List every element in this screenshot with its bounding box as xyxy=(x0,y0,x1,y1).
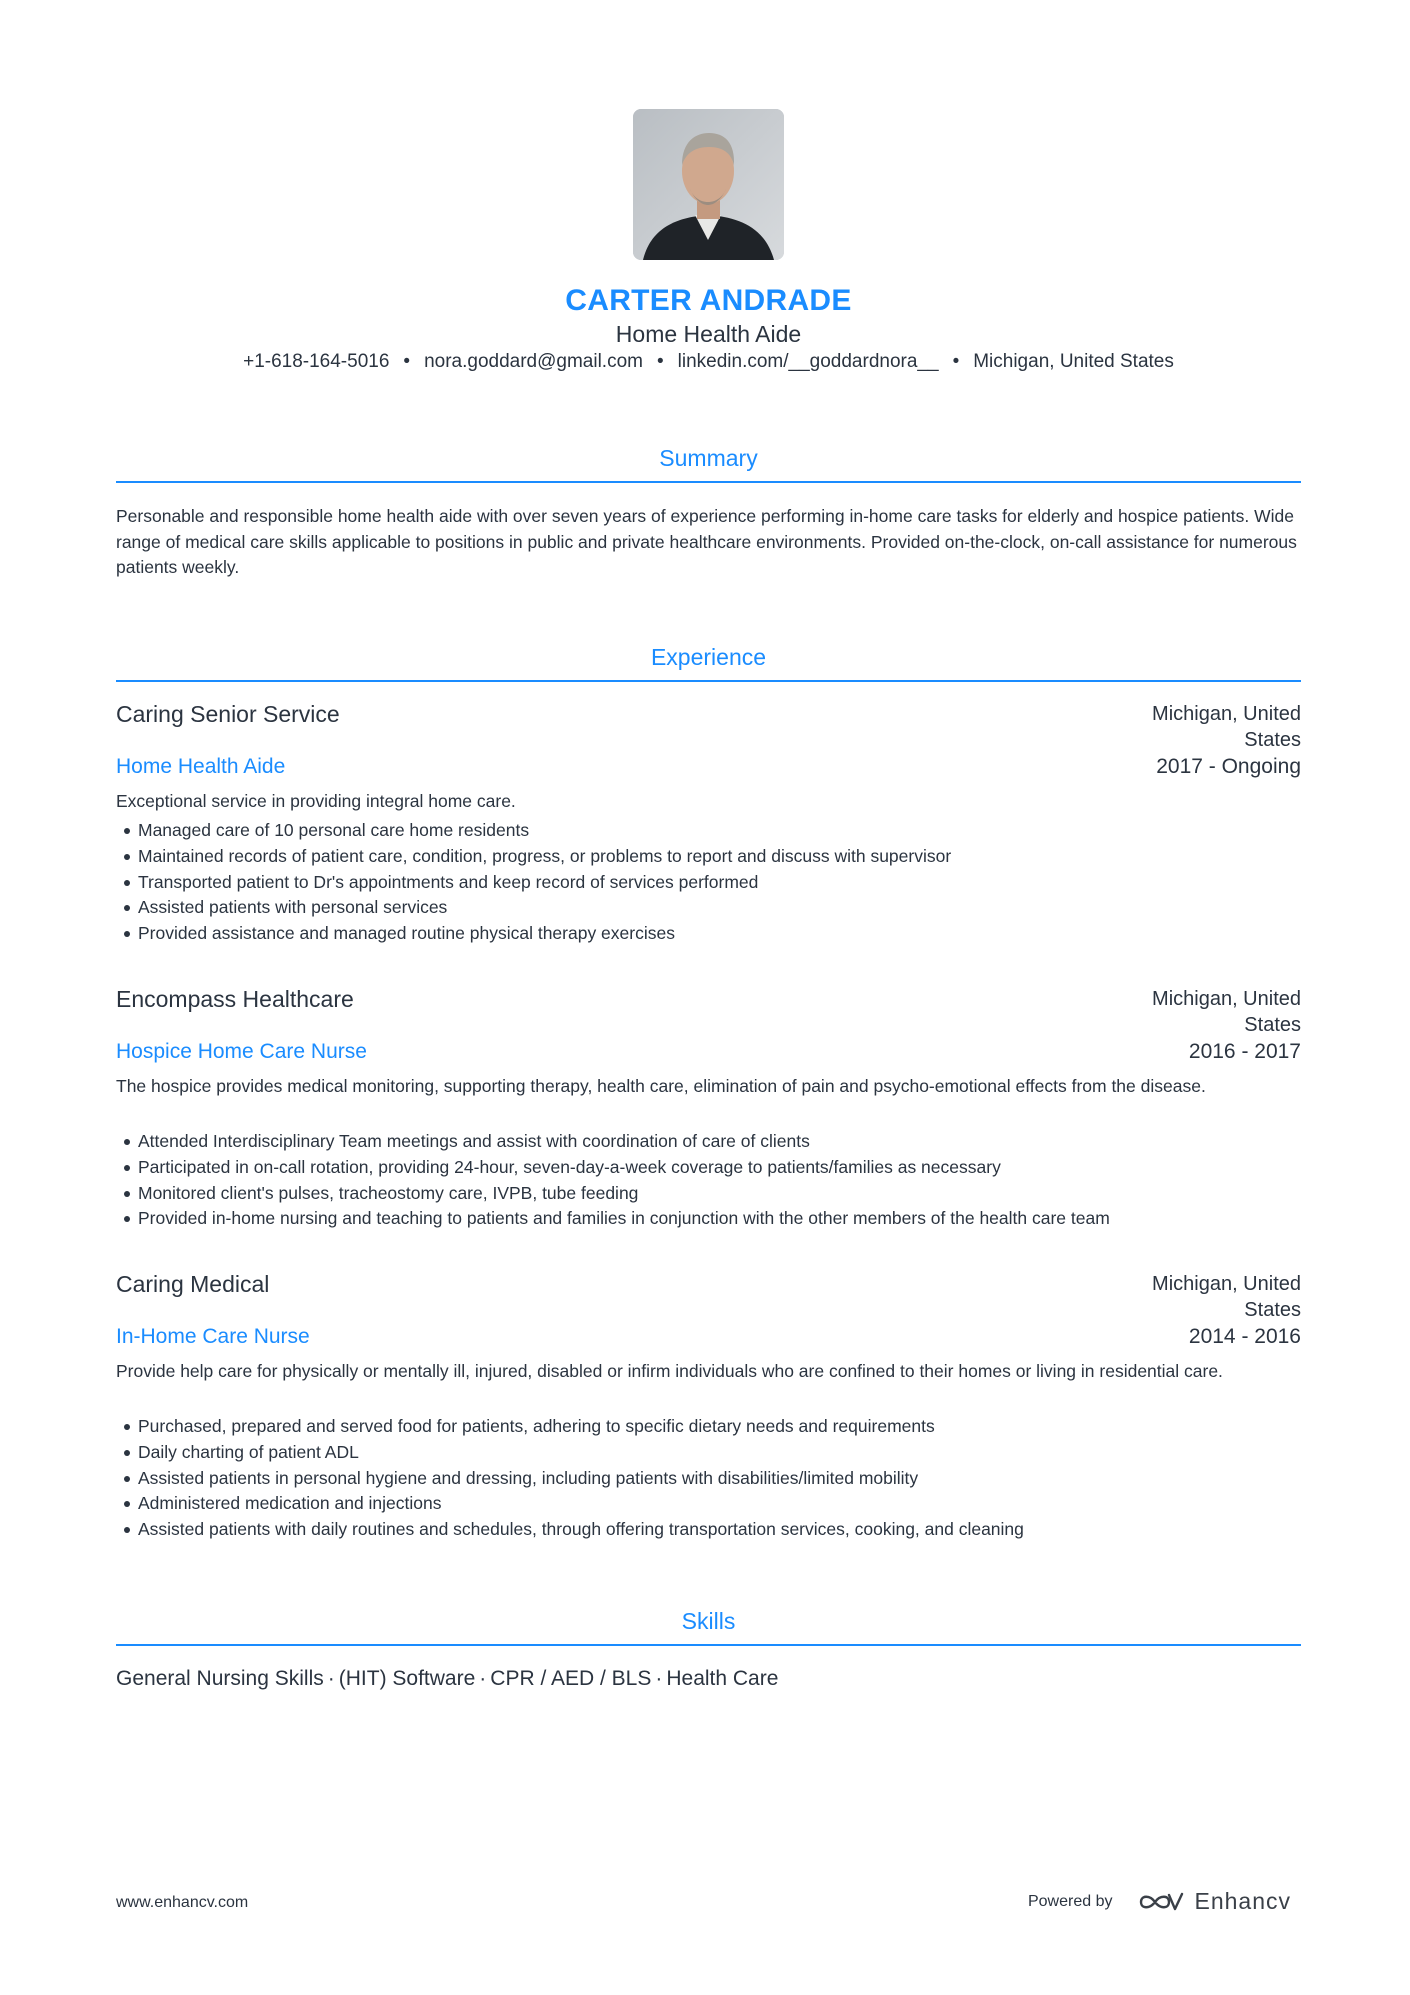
experience-heading: Experience xyxy=(650,644,767,670)
section-divider xyxy=(116,680,1301,682)
job-dates: 2017 - Ongoing xyxy=(1156,755,1301,778)
job-description: Exceptional service in providing integral home care. xyxy=(116,791,516,811)
job-role: In-Home Care Nurse xyxy=(116,1325,310,1348)
job-role: Hospice Home Care Nurse xyxy=(116,1040,367,1063)
list-item: Participated in on-call rotation, providing 24-hour, seven-day-a-week coverage to patients/families as necessary xyxy=(122,1155,1297,1181)
list-item: Purchased, prepared and served food for patients, adhering to specific dietary needs and requirements xyxy=(122,1414,1297,1440)
list-item: Assisted patients in personal hygiene and dressing, including patients with disabilities/limited mobility xyxy=(122,1466,1297,1492)
skill-separator: · xyxy=(327,1667,335,1690)
list-item: Maintained records of patient care, condition, progress, or problems to report and discuss with supervisor xyxy=(122,844,1297,870)
footer-brand xyxy=(1028,1888,1291,1915)
list-item: Transported patient to Dr's appointments and keep record of services performed xyxy=(122,870,1297,896)
skill-separator: · xyxy=(655,1667,663,1690)
email[interactable]: nora.goddard@gmail.com xyxy=(424,351,643,372)
skill-item: General Nursing Skills xyxy=(116,1667,324,1690)
job-role: Home Health Aide xyxy=(116,755,286,778)
profile-photo xyxy=(633,109,784,260)
summary-heading: Summary xyxy=(659,445,758,471)
phone[interactable]: +1-618-164-5016 xyxy=(243,351,390,372)
location: Michigan, United States xyxy=(973,351,1174,372)
linkedin[interactable]: linkedin.com/__goddardnora__ xyxy=(677,351,939,372)
job-description: The hospice provides medical monitoring, supporting therapy, health care, elimination of pain and psycho-emotional effects from the disease. xyxy=(116,1076,1206,1096)
list-item: Provided assistance and managed routine physical therapy exercises xyxy=(122,921,1297,947)
list-item: Daily charting of patient ADL xyxy=(122,1440,1297,1466)
job-bullets xyxy=(122,1414,1297,1543)
list-item: Provided in-home nursing and teaching to patients and families in conjunction with the other members of the health care team xyxy=(122,1206,1297,1232)
list-item: Attended Interdisciplinary Team meetings and assist with coordination of care of clients xyxy=(122,1129,1297,1155)
job-bullets xyxy=(122,818,1297,947)
skill-item: CPR / AED / BLS xyxy=(490,1667,652,1690)
list-item: Administered medication and injections xyxy=(122,1491,1297,1517)
contact-line xyxy=(116,351,1301,373)
job-company: Caring Senior Service xyxy=(116,701,340,727)
skills-list xyxy=(116,1667,778,1691)
job-company: Encompass Healthcare xyxy=(116,986,354,1012)
job-description: Provide help care for physically or mentally ill, injured, disabled or infirm individuals who are confined to their homes or living in residential care. xyxy=(116,1361,1223,1381)
job-bullets xyxy=(122,1129,1297,1232)
section-divider xyxy=(116,1644,1301,1646)
candidate-name: CARTER ANDRADE xyxy=(565,284,852,317)
list-item: Assisted patients with daily routines and schedules, through offering transportation services, cooking, and cleaning xyxy=(122,1517,1297,1543)
skill-item: Health Care xyxy=(666,1667,779,1690)
resume-page xyxy=(116,0,1301,1995)
list-item: Monitored client's pulses, tracheostomy care, IVPB, tube feeding xyxy=(122,1181,1297,1207)
summary-text: Personable and responsible home health aide with over seven years of experience performing in-home care tasks for elderly and hospice patients. Wide range of medical care skills applicable to positions in public and private healthcare environments. Provided on-the-clock, on-call assistance for numerous patients weekly. xyxy=(116,506,1297,577)
enhancv-logo-icon xyxy=(1138,1890,1184,1914)
job-dates: 2014 - 2016 xyxy=(1188,1325,1301,1348)
job-location: Michigan, United States xyxy=(1152,988,1301,1036)
skill-item: (HIT) Software xyxy=(338,1667,476,1690)
contact-separator: • xyxy=(952,351,960,372)
skills-heading: Skills xyxy=(681,1608,736,1634)
job-company: Caring Medical xyxy=(116,1271,270,1297)
job-location: Michigan, United States xyxy=(1152,703,1301,751)
skill-separator: · xyxy=(479,1667,487,1690)
brand-name[interactable]: Enhancv xyxy=(1194,1888,1291,1914)
powered-by-label: Powered by xyxy=(1027,1892,1113,1910)
candidate-title: Home Health Aide xyxy=(615,321,802,347)
job-location: Michigan, United States xyxy=(1152,1273,1301,1321)
list-item: Assisted patients with personal services xyxy=(122,895,1297,921)
footer-website[interactable]: www.enhancv.com xyxy=(116,1894,249,1911)
contact-separator: • xyxy=(403,351,411,372)
contact-separator: • xyxy=(656,351,664,372)
section-divider xyxy=(116,481,1301,483)
list-item: Managed care of 10 personal care home residents xyxy=(122,818,1297,844)
job-dates: 2016 - 2017 xyxy=(1188,1040,1301,1063)
